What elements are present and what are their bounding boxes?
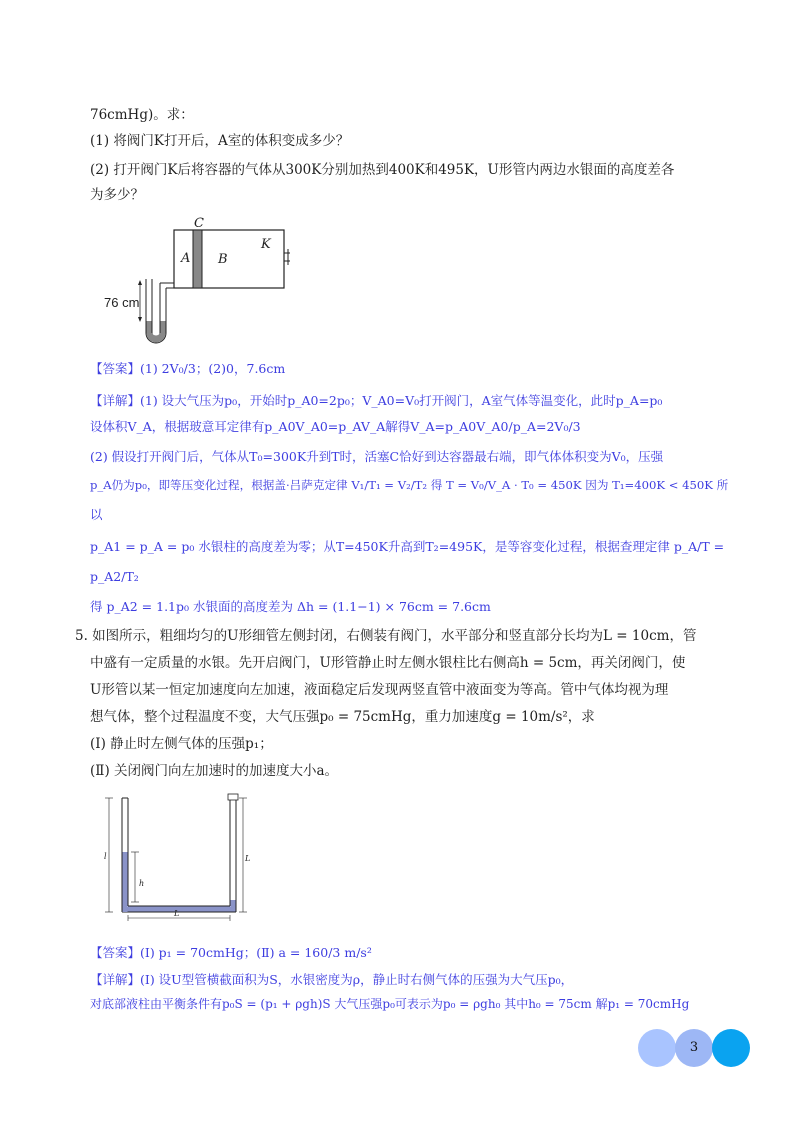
q5-text-line-4: 想气体，整个过程温度不变，大气压强p₀ = 75cmHg，重力加速度g = 10m/s²，求 xyxy=(90,709,595,725)
fig1-label-a: A xyxy=(181,251,191,266)
q4-detail-5: 以 xyxy=(90,507,103,522)
q4-detail-7: p_A2/T₂ xyxy=(90,569,139,584)
q5-detail-2: 对底部液柱由平衡条件有p₀S = (p₁ + ρgh)S 大气压强p₀可表示为p₀ = ρgh₀ 其中h₀ = 75cm 解p₁ = 70cmHg xyxy=(90,997,690,1011)
fig2-label-h: h xyxy=(139,879,145,888)
u-tube-container-figure xyxy=(100,215,290,345)
fig1-label-k: K xyxy=(261,237,271,252)
fig1-label-76cm: 76 cm xyxy=(104,295,140,310)
badge-circle-left xyxy=(638,1029,676,1067)
q4-subq-1: (1) 将阀门K打开后，A室的体积变成多少？ xyxy=(90,133,350,149)
page-number: 3 xyxy=(689,1040,699,1055)
fig2-label-l-bottom: L xyxy=(174,909,180,918)
q4-text-line-1: 76cmHg)。求： xyxy=(90,107,194,123)
page-number-badge xyxy=(638,1029,750,1067)
q4-subq-2: (2) 打开阀门K后将容器的气体从300K分别加热到400K和495K，U形管内两边水银面的高度差各 xyxy=(90,162,675,178)
q4-detail-4: p_A仍为p₀，即等压变化过程，根据盖·吕萨克定律 V₁/T₁ = V₂/T₂ 得 T = V₀/V_A · T₀ = 450K 因为 T₁=400K < 450K 所 xyxy=(90,478,729,492)
q5-text-line-2: 中盛有一定质量的水银。先开启阀门，U形管静止时左侧水银柱比右侧高h = 5cm，再关闭阀门，使 xyxy=(90,655,686,671)
fig2-label-l-left: l xyxy=(104,852,107,861)
fig1-label-c: C xyxy=(194,216,204,231)
q4-answer: 【答案】(1) 2V₀/3；(2)0，7.6cm xyxy=(90,361,286,376)
q4-detail-1: 【详解】(1) 设大气压为p₀，开始时p_A0=2p₀；V_A0=V₀打开阀门，A室气体等温变化，此时p_A=p₀ xyxy=(90,393,663,408)
q5-subq-2: (Ⅱ) 关闭阀门向左加速时的加速度大小a。 xyxy=(90,763,339,779)
badge-circle-right xyxy=(712,1029,750,1067)
fig1-label-b: B xyxy=(218,252,228,267)
q4-detail-2: 设体积V_A，根据玻意耳定律有p_A0V_A0=p_AV_A解得V_A=p_A0V_A0/p_A=2V₀/3 xyxy=(90,419,581,434)
q5-detail-1: 【详解】(Ⅰ) 设U型管横截面积为S，水银密度为ρ，静止时右侧气体的压强为大气压p₀， xyxy=(90,972,574,987)
q5-text-line-1: 5. 如图所示，粗细均匀的U形细管左侧封闭，右侧装有阀门，水平部分和竖直部分长均为L = 10cm，管 xyxy=(75,628,697,644)
q4-detail-3: (2) 假设打开阀门后，气体从T₀=300K升到T时，活塞C恰好到达容器最右端，即气体体积变为V₀，压强 xyxy=(90,449,664,464)
q4-detail-8: 得 p_A2 = 1.1p₀ 水银面的高度差为 Δh = (1.1−1) × 76cm = 7.6cm xyxy=(90,599,491,614)
q4-subq-2-cont: 为多少？ xyxy=(90,187,144,203)
q5-answer: 【答案】(Ⅰ) p₁ = 70cmHg；(Ⅱ) a = 160/3 m/s² xyxy=(90,945,372,960)
q4-detail-6: p_A1 = p_A = p₀ 水银柱的高度差为零；从T=450K升高到T₂=495K，是等容变化过程，根据查理定律 p_A/T = xyxy=(90,539,725,554)
fig2-label-l-right: L xyxy=(245,854,251,863)
q5-subq-1: (Ⅰ) 静止时左侧气体的压强p₁； xyxy=(90,736,273,752)
q5-text-line-3: U形管以某一恒定加速度向左加速，液面稳定后发现两竖直管中液面变为等高。管中气体均视为理 xyxy=(90,682,669,698)
